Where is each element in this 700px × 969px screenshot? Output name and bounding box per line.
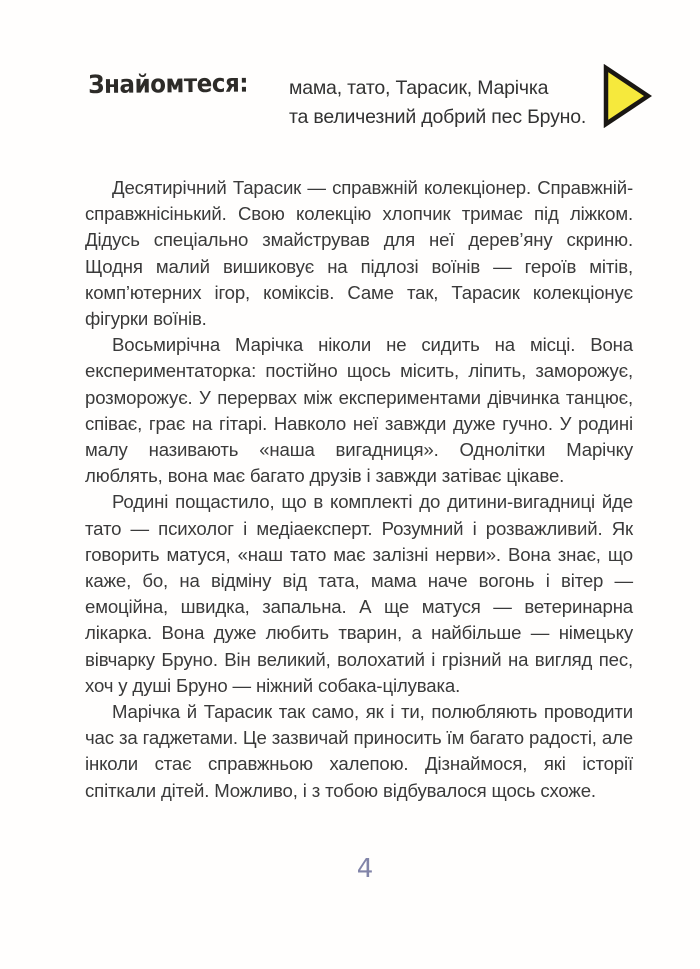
characters-intro bbox=[289, 74, 586, 132]
characters-intro-line-1: мама, тато, Тарасик, Марічка bbox=[289, 77, 549, 99]
body-text bbox=[85, 175, 633, 804]
characters-intro-line-2: та величезний добрий пес Бруно. bbox=[289, 106, 587, 128]
body-paragraph: Марічка й Тарасик так само, як і ти, полюбляють проводити час за гаджетами. Це зазвичай приносить їм багато радості, але інколи стає справжньою халепою. Дізнаймося, які історії спіткали дітей. Можливо, і з тобою відбувалося щось схоже. bbox=[85, 701, 633, 801]
body-paragraph: Восьмирічна Марічка ніколи не сидить на місці. Вона експериментаторка: постійно щось місить, ліпить, заморожує, розморожує. У перервах між експериментами дівчинка танцює, співає, грає на гітарі. Навколо неї завжди дуже гучно. У родині малу називають «наша вигадниця». Однолітки Марічку люблять, вона має багато друзів і завжди затіває цікаве. bbox=[85, 334, 633, 487]
page-number: 4 bbox=[356, 854, 374, 884]
yellow-triangle-icon bbox=[602, 64, 652, 128]
section-heading: Знайомтеся: bbox=[88, 68, 249, 99]
body-paragraph: Десятирічний Тарасик — справжній колекціонер. Справжній-справжнісінький. Свою колекцію хлопчик тримає під ліжком. Дідусь спеціально змайстрував для неї дерев’яну скриню. Щодня малий вишиковує на підлозі воїнів — героїв мітів, комп’ютерних ігор, коміксів. Саме так, Тарасик колекціонує фігурки воїнів. bbox=[85, 177, 633, 330]
body-paragraph: Родині пощастило, що в комплекті до дитини-вигадниці йде тато — психолог і медіаексперт. Розумний і розважливий. Як говорить матуся, «наш тато має залізні нерви». Вона знає, що каже, бо, на відміну від тата, мама наче вогонь і вітер — емоційна, швидка, запальна. А ще матуся — ветеринарна лікарка. Вона дуже любить тварин, а найбільше — німецьку вівчарку Бруно. Він великий, волохатий і грізний на вигляд пес, хоч у душі Бруно — ніжний собака-цілувака. bbox=[85, 491, 633, 696]
